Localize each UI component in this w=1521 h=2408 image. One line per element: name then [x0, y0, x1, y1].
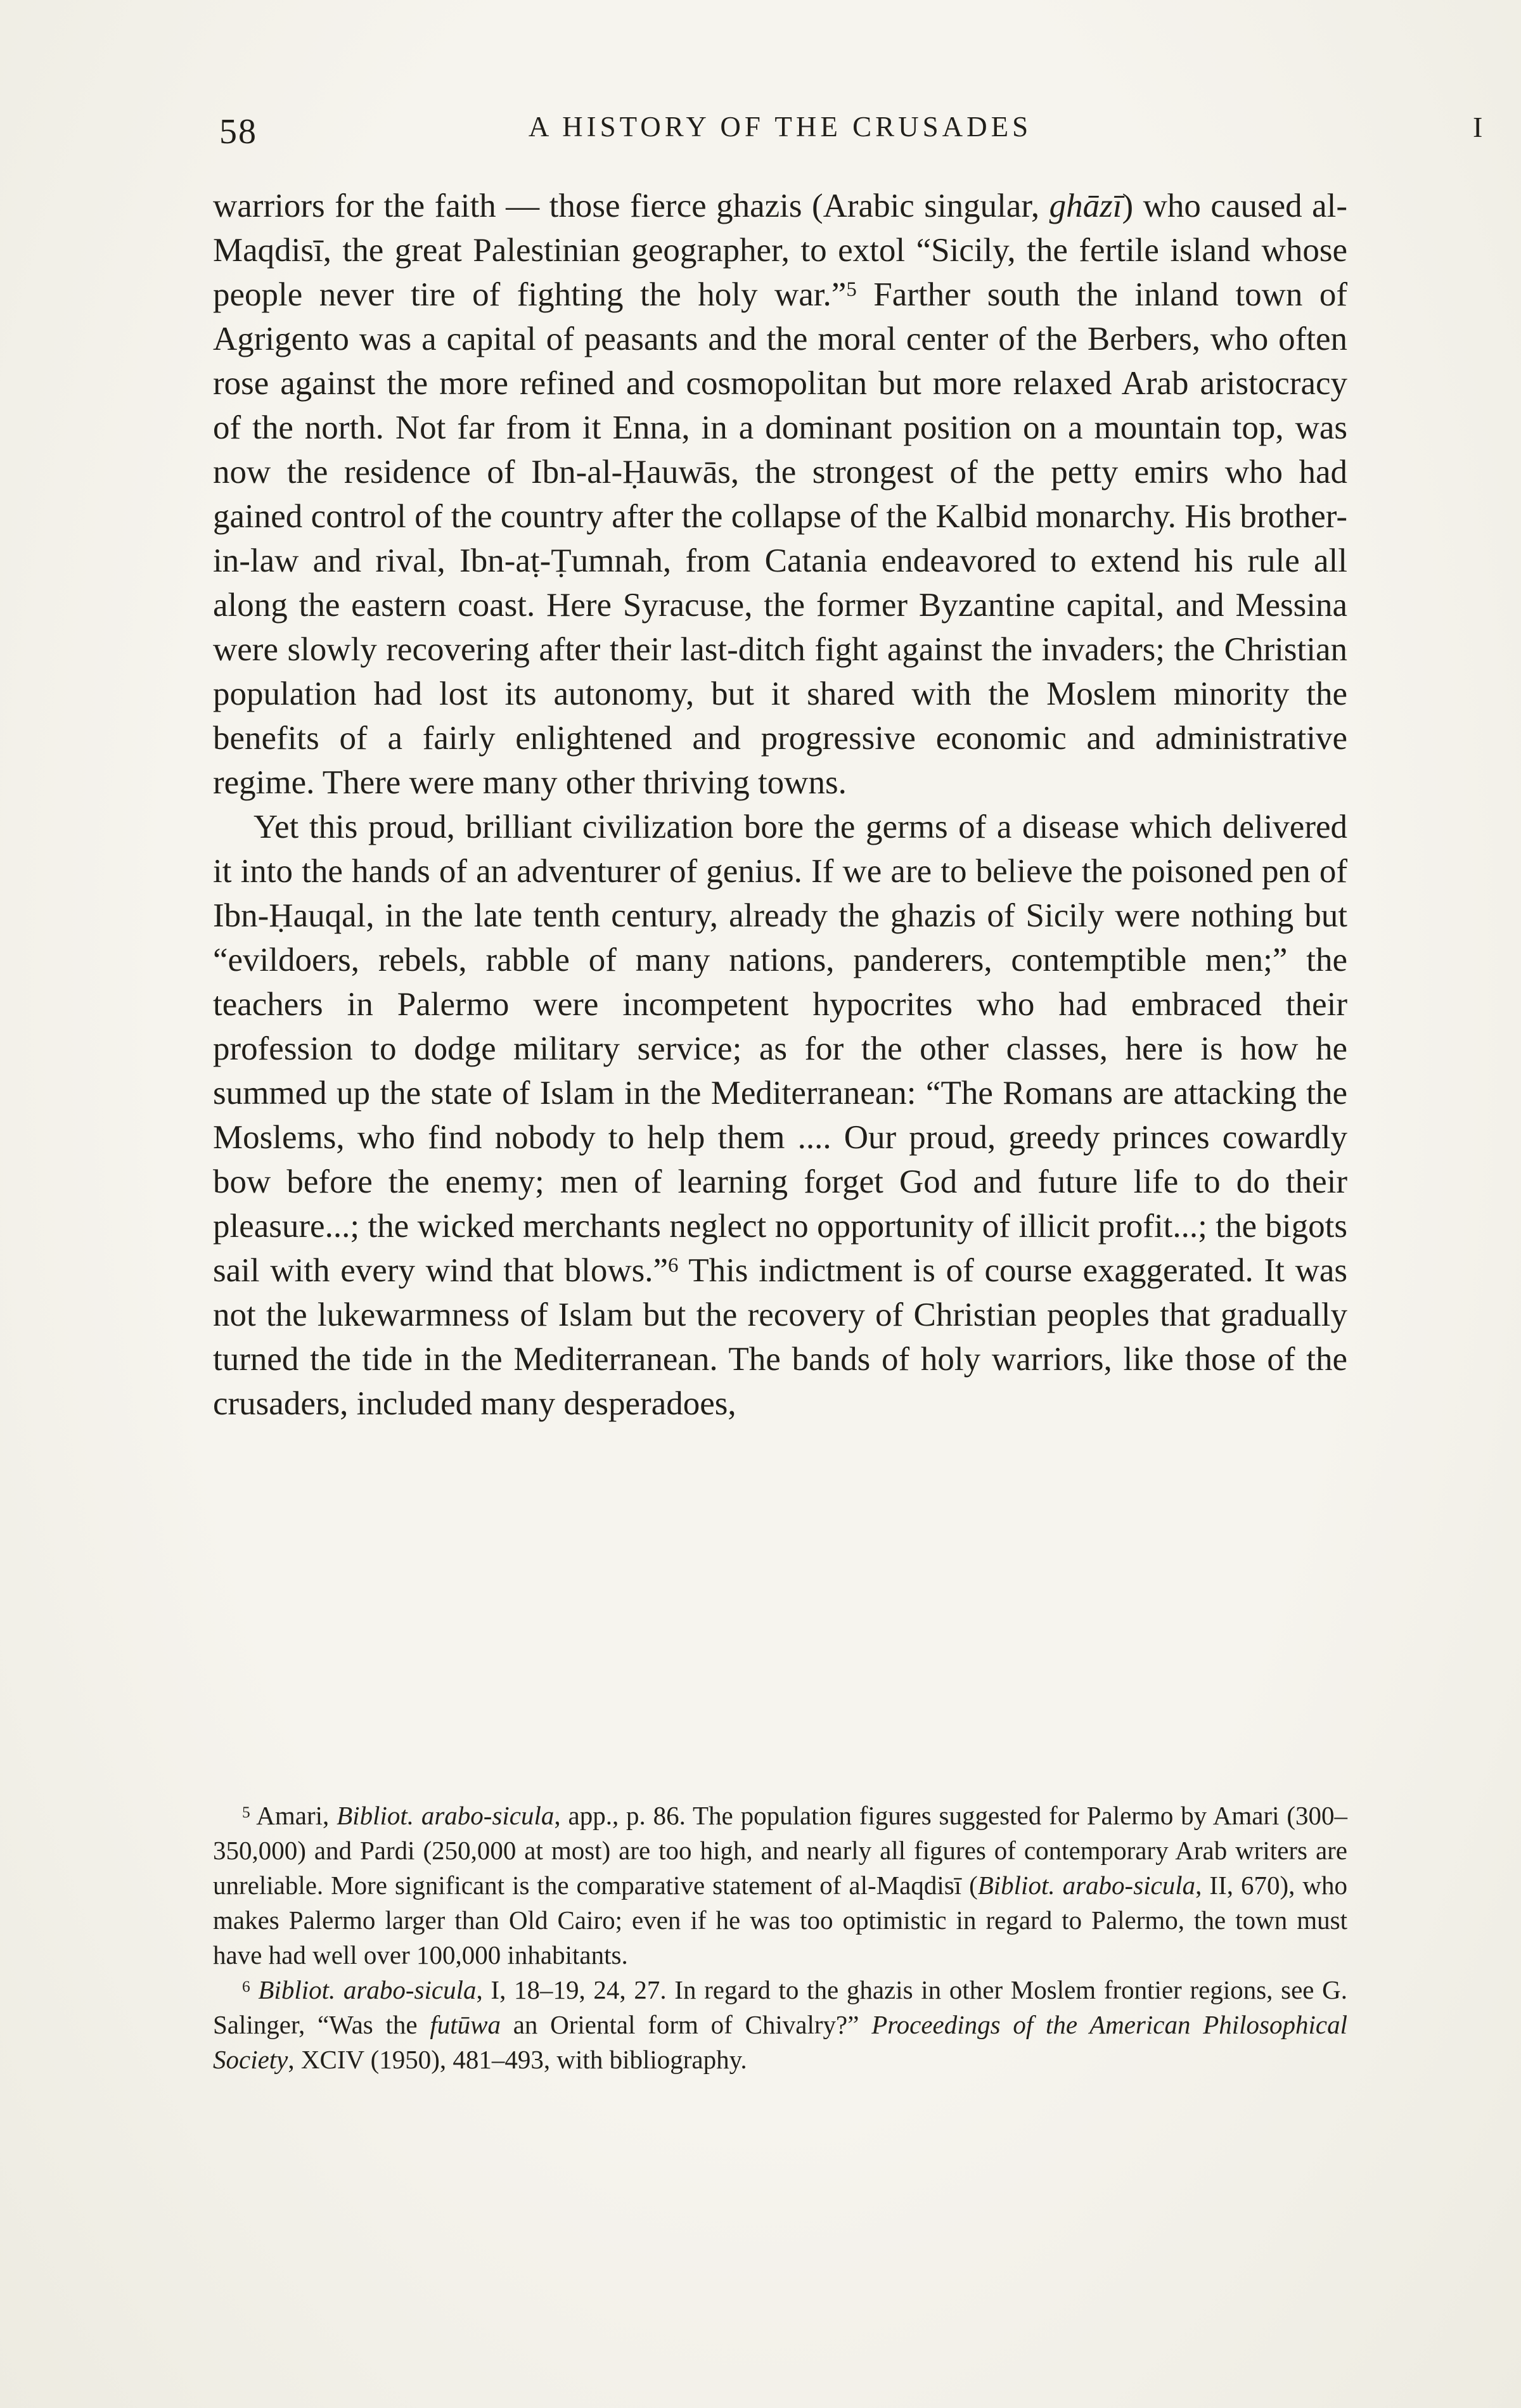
italic-text: Bibliot. arabo-sicula [258, 1975, 477, 2004]
italic-text: futūwa [430, 2010, 501, 2039]
volume-numeral: I [1473, 111, 1483, 143]
text-segment: an Oriental form of Chivalry?” [500, 2010, 872, 2039]
text-segment: Farther south the inland town of Agrigento was a capital of peasants and the moral center of the Berbers, who often rose against the more refined and cosmopolitan but more relaxed Arab aristocracy of the north. Not far from it Enna, in a dominant position on a mountain top, was now the residence of Ibn-al-Ḥauwās, the strongest of the petty emirs who had gained control of the country after the collapse of the Kalbid monarchy. His brother-in-law and rival, Ibn-aṭ-Ṭumnah, from Catania endeavored to extend his rule all along the eastern coast. Here Syracuse, the former Byzantine capital, and Messina were slowly recovering after their last-ditch fight against the invaders; the Christian population had lost its autonomy, but it shared with the Moslem minority the benefits of a fairly enlightened and progressive economic and administrative regime. There were many other thriving towns. [213, 276, 1347, 801]
text-segment: This indictment is of course exaggerated. It was not the lukewarmness of Islam but the recovery of Christian peoples that gradually turned the tide in the Mediterranean. The bands of holy warriors, like those of the crusaders, included many desperadoes, [213, 1252, 1347, 1422]
text-segment: Yet this proud, brilliant civilization bore the germs of a disease which delivered it into the hands of an adventurer of genius. If we are to believe the poisoned pen of Ibn-Ḥauqal, in the late tenth century, already the ghazis of Sicily were nothing but “evildoers, rebels, rabble of many nations, panderers, contemptible men;” the teachers in Palermo were incompetent hypocrites who had embraced their profession to dodge military service; as for the other classes, here is how he summed up the state of Islam in the Mediterranean: “The Romans are attacking the Moslems, who find nobody to help them .... Our proud, greedy princes cowardly bow before the enemy; men of learning forget God and future life to do their pleasure...; the wicked merchants neglect no opportunity of illicit profit...; the bigots sail with every wind that blows.” [213, 809, 1347, 1289]
text-segment: ) who caused al-Maqdisī, the great Palestinian geographer, to extol “Sicily, the fertile island whose people never tire of fighting the holy war.” [213, 188, 1347, 313]
text-segment [250, 1975, 259, 2004]
footnotes [213, 1798, 1347, 2077]
footnote-marker: 6 [668, 1254, 679, 1278]
text-segment: , app., p. 86. The population figures suggested for Palermo by Amari (300–350,000) and Pardi (250,000 at most) are too high, and nearly all figures of contemporary Arab writers are unreliable. More significant is the comparative statement of al-Maqdisī ( [213, 1801, 1348, 1900]
body-paragraphs [213, 184, 1347, 1426]
footnote [213, 1798, 1347, 1973]
italic-text: ghāzī [1049, 188, 1122, 224]
text-segment: , I, 18–19, 24, 27. In regard to the ghazis in other Moslem frontier regions, see G. Salinger, “Was the [213, 1975, 1348, 2039]
footnote-marker: 6 [242, 1977, 250, 1995]
footnote-marker: 5 [846, 278, 857, 302]
italic-text: Proceedings of the American Philosophical Society [213, 2010, 1347, 2074]
running-header [213, 106, 1483, 157]
italic-text: Bibliot. arabo-sicula [977, 1871, 1196, 1900]
footnote [213, 1973, 1347, 2077]
italic-text: Bibliot. arabo-sicula [337, 1801, 555, 1830]
paragraph [213, 805, 1347, 1426]
text-segment: , XCIV (1950), 481–493, with bibliography. [288, 2045, 747, 2074]
text-segment: warriors for the faith — those fierce ghazis (Arabic singular, [213, 188, 1049, 224]
paragraph [213, 184, 1347, 805]
running-title: A HISTORY OF THE CRUSADES [528, 111, 1032, 143]
text-segment: Amari, [250, 1801, 337, 1830]
text-segment: , II, 670), who makes Palermo larger than Old Cairo; even if he was too optimistic in regard to Palermo, the town must have had well over 100,000 inhabitants. [213, 1871, 1348, 1969]
page-number: 58 [219, 112, 257, 151]
footnote-marker: 5 [242, 1803, 250, 1821]
